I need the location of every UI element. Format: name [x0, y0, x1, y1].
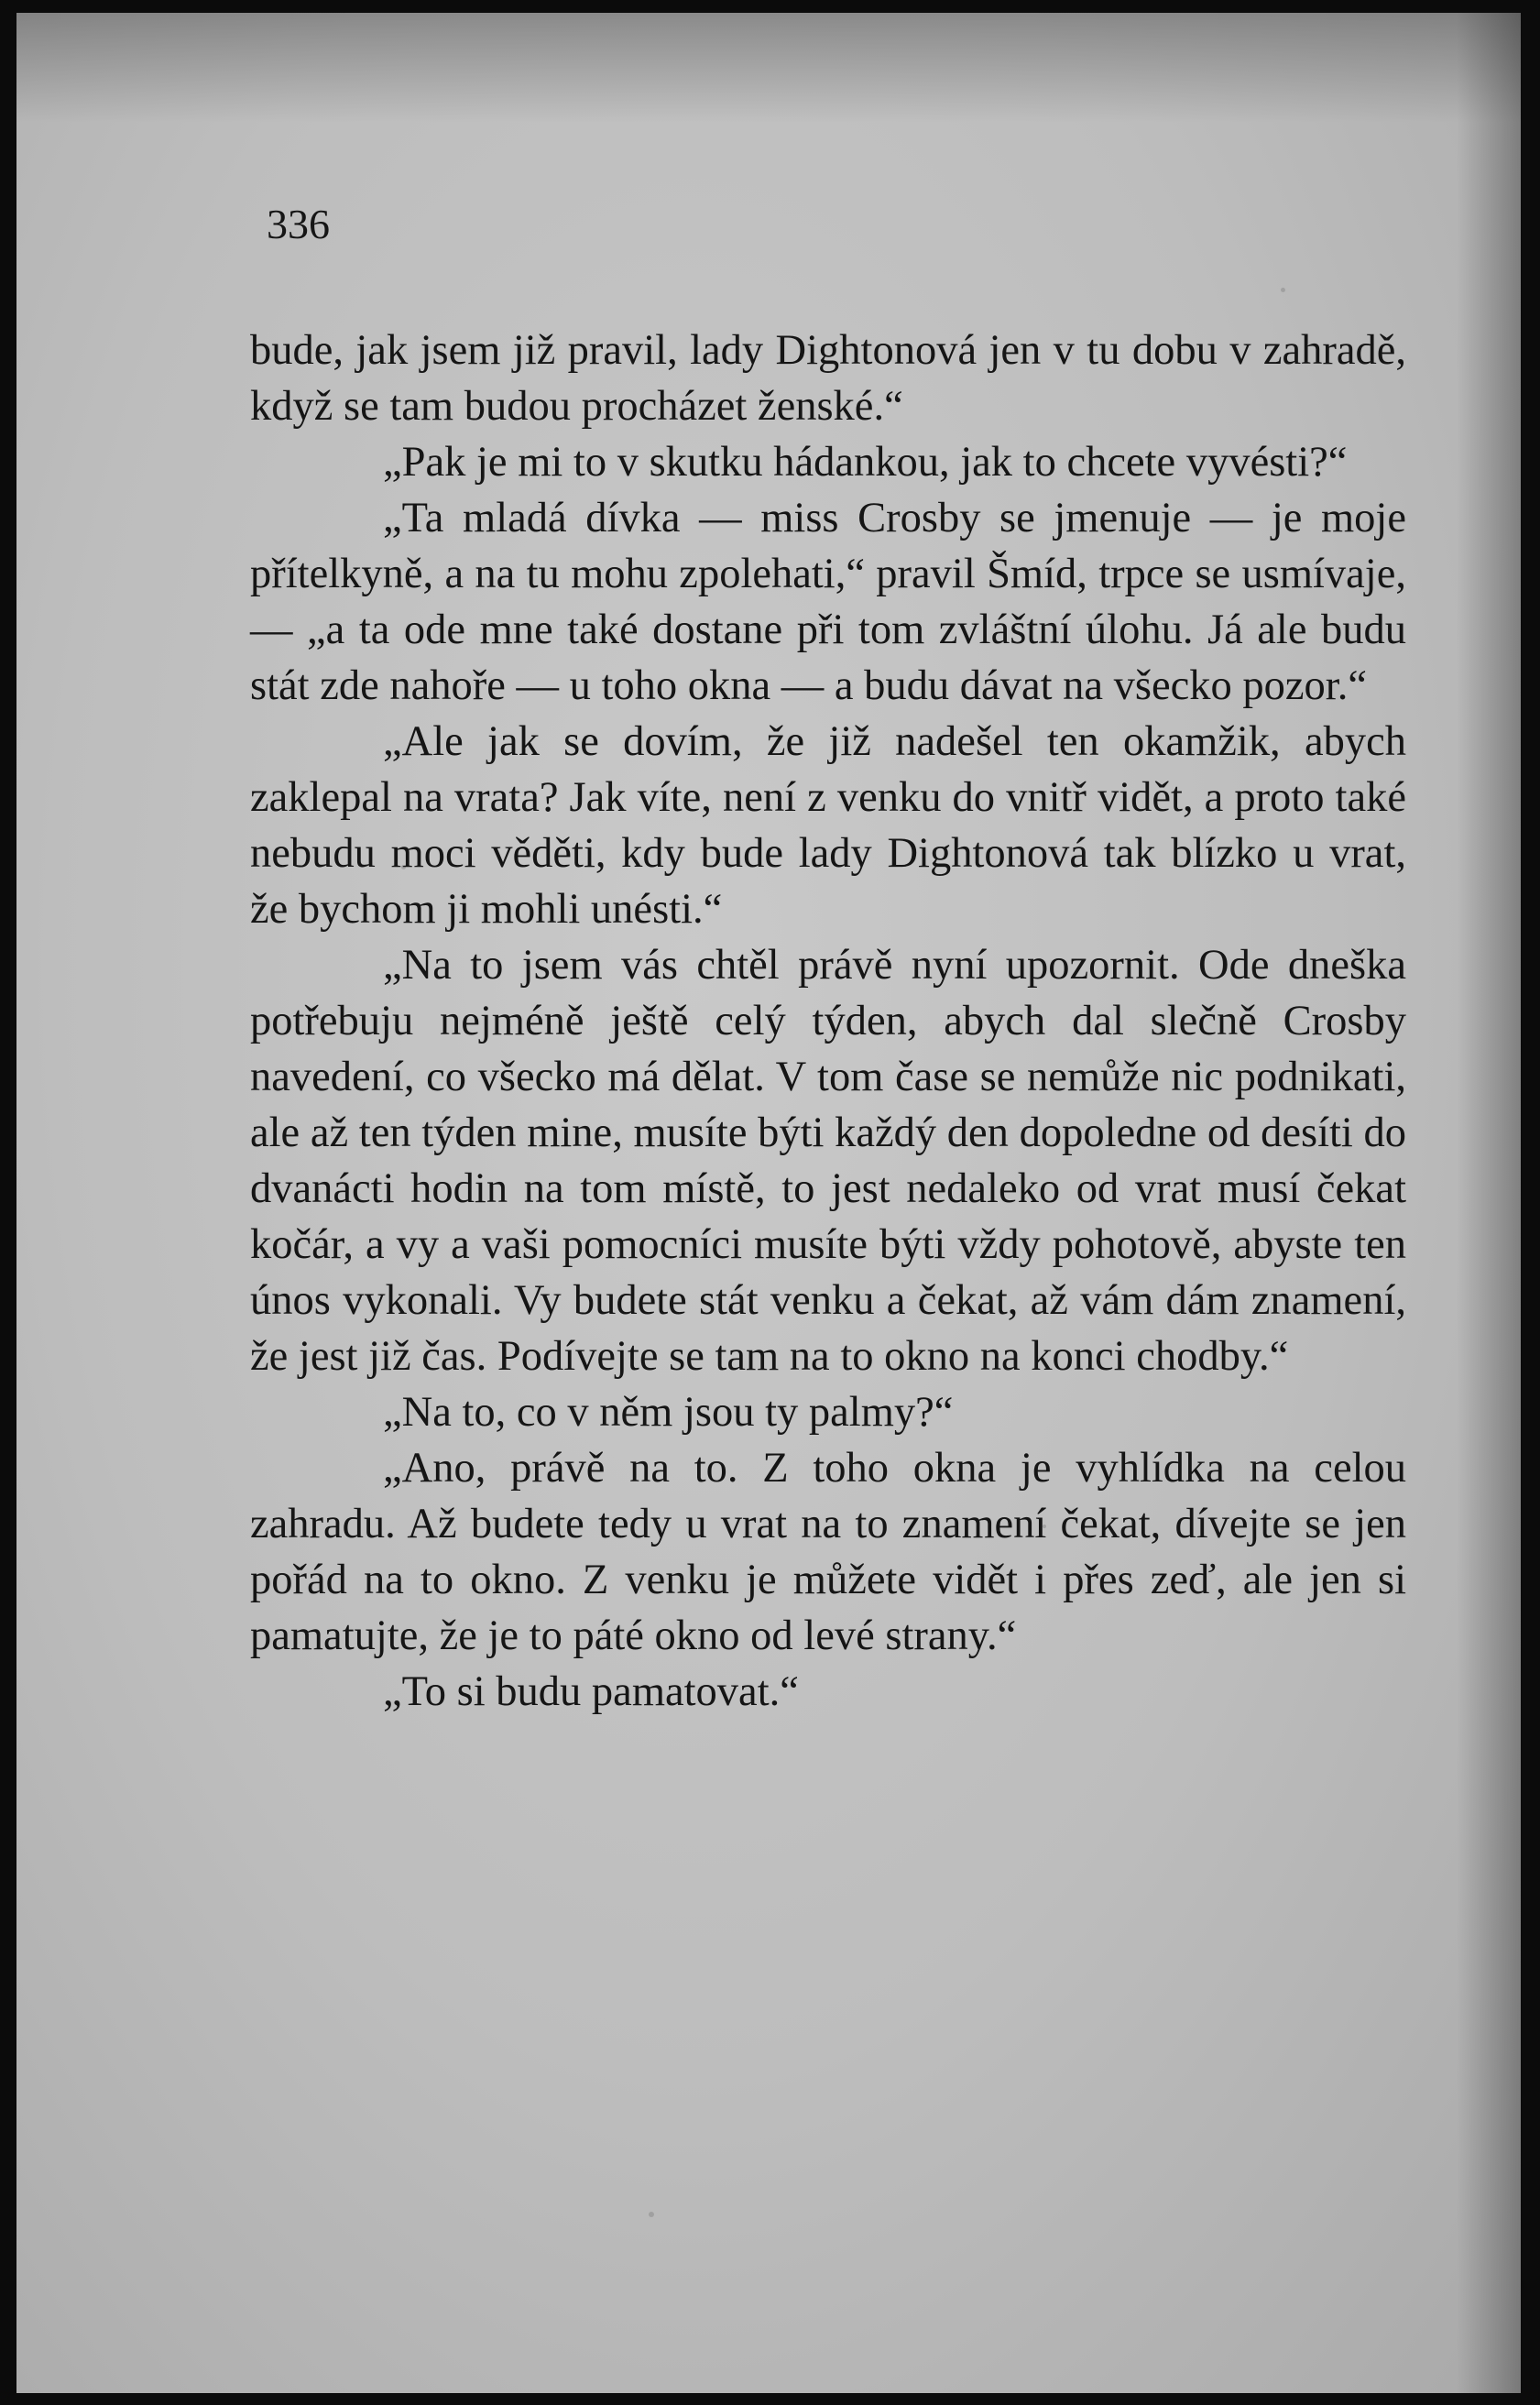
paragraph-8: „To si budu pamatovat.“ [383, 1668, 799, 1715]
paragraph-7: „Ano, právě na to. Z toho okna je vyhlídka na celou zahradu. Až budete tedy u vrat na to znamení čekat, dívejte se jen pořád na to okno. Z venku je můžete vidět i přes zeď, ale jen si pamatujte, že je to páté okno od levé strany.“ [250, 1445, 1406, 1659]
paragraph-6: „Na to, co v něm jsou ty palmy?“ [383, 1389, 954, 1436]
book-page [16, 13, 1521, 2393]
paper-speck [649, 2212, 654, 2217]
paragraph-1: bude, jak jsem již pravil, lady Dightonová jen v tu dobu v zahradě, když se tam budou procházet ženské.“ [250, 327, 1406, 430]
paragraph-4: „Ale jak se dovím, že již nadešel ten okamžik, abych zaklepal na vrata? Jak víte, není z venku do vnitř vidět, a proto také nebudu moci věděti, kdy bude lady Dightonová tak blízko u vrat, že bychom ji mohli unésti.“ [250, 718, 1406, 933]
paragraph-3: „Ta mladá dívka — miss Crosby se jmenuje — je moje přítelkyně, a na tu mohu zpolehati,“ pravil Šmíd, trpce se usmívaje, — „a ta ode mne také dostane při tom zvláštní úlohu. Já ale budu stát zde nahoře — u toho okna — a budu dávat na všecko pozor.“ [250, 495, 1406, 709]
page-shadow-right [1457, 13, 1521, 2393]
page-shadow-top [16, 13, 1521, 123]
paragraph-5: „Na to jsem vás chtěl právě nyní upozornit. Ode dneška potřebuju nejméně ještě celý týden, abych dal slečně Crosby navedení, co všecko má dělat. V tom čase se nemůže nic podnikati, ale až ten týden mine, musíte býti každý den dopoledne od desíti do dvanácti hodin na tom místě, to jest nedaleko od vrat musí čekat kočár, a vy a vaši pomocníci musíte býti vždy pohotově, abyste ten únos vykonali. Vy budete stát venku a čekat, až vám dám znamení, že jest již čas. Podívejte se tam na to okno na konci chodby.“ [250, 942, 1406, 1380]
page-number: 336 [267, 201, 330, 247]
paragraph-2: „Pak je mi to v skutku hádankou, jak to chcete vyvésti?“ [383, 439, 1348, 486]
text-column [250, 196, 1406, 1720]
